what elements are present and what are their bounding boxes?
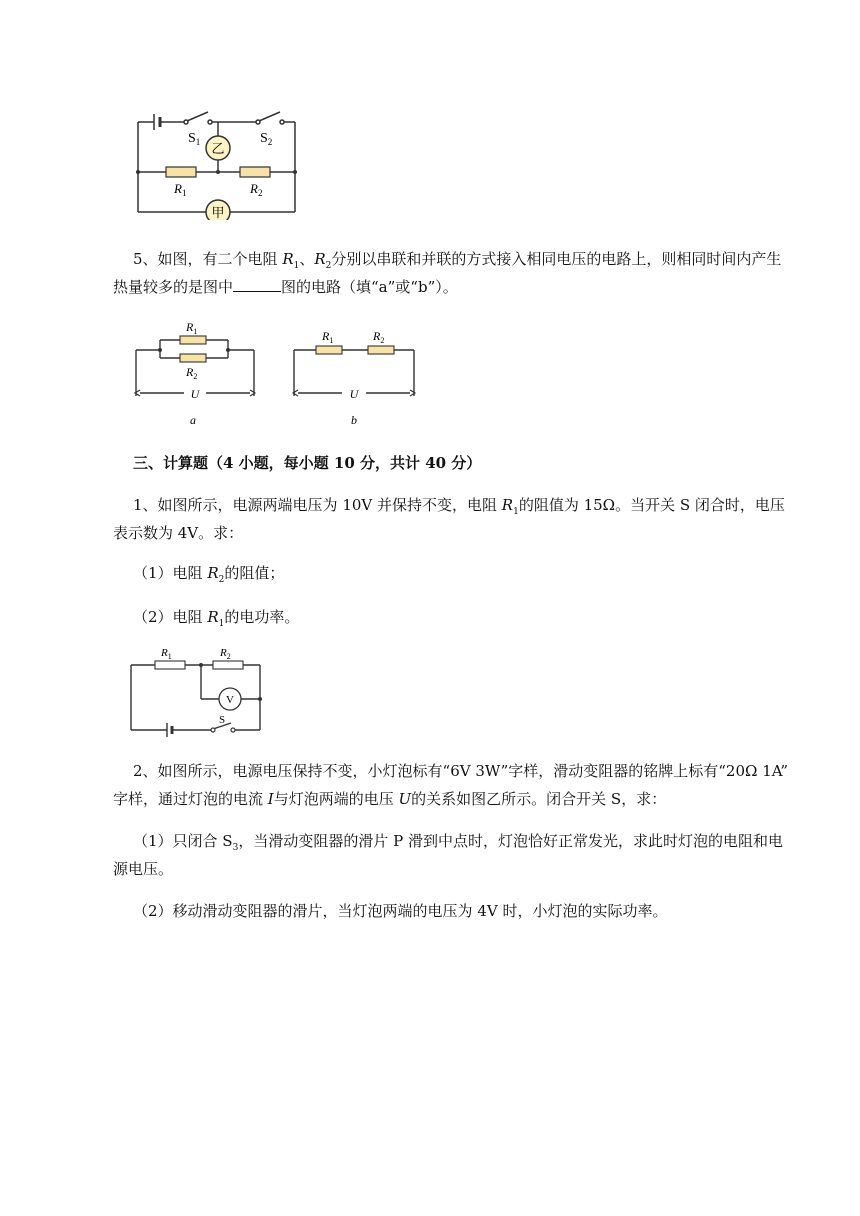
calc-question-1-part1: （1）电阻 $R_2$的阻值； bbox=[133, 564, 285, 585]
fig-a-r1-label: $R_1$ bbox=[186, 320, 198, 336]
fig-b-r2-label: $R_2$ bbox=[373, 329, 385, 345]
calc-question-1-line2: 表示数为 4V。求： bbox=[113, 524, 244, 542]
fig-c1-r1-label: $R_1$ bbox=[161, 647, 172, 661]
resistor-b-r1-icon bbox=[316, 346, 342, 354]
circuit-figure-meters bbox=[130, 100, 305, 220]
resistor-a-r1-icon bbox=[180, 336, 206, 344]
calc-question-1-line1: 1、如图所示，电源两端电压为 10V 并保持不变，电阻 $R_1$的阻值为 15Ω。当开关 S 闭合时，电压 bbox=[133, 496, 785, 517]
calc-question-2-part1-line2: 源电压。 bbox=[113, 860, 174, 878]
calc-question-2-part2: （2）移动滑动变阻器的滑片，当灯泡两端的电压为 4V 时，小灯泡的实际功率。 bbox=[133, 902, 668, 920]
resistor-r1-label: $R_1$ bbox=[174, 181, 187, 198]
resistor-b-r2-icon bbox=[368, 346, 394, 354]
switch-s2-label: $S_2$ bbox=[260, 131, 273, 147]
section-title: 三、计算题（4 小题，每小题 10 分，共计 40 分） bbox=[133, 454, 482, 472]
fig-c1-r2-label: $R_2$ bbox=[220, 647, 231, 661]
resistor-r2-icon bbox=[240, 167, 270, 177]
fig-a-u-label: U bbox=[190, 387, 200, 401]
calc-question-2-line1: 2、如图所示，电源电压保持不变，小灯泡标有“6V 3W”字样，滑动变阻器的铭牌上标有“20Ω 1A” bbox=[133, 762, 789, 780]
resistor-r1-icon bbox=[166, 167, 196, 177]
fig-a-r2-label: $R_2$ bbox=[186, 365, 198, 381]
calc-question-2-part1-line1: （1）只闭合 $S_3$，当滑动变阻器的滑片 P 滑到中点时，灯泡恰好正常发光，求此时灯泡的电阻和电 bbox=[133, 832, 783, 853]
circuit-figure-a-b bbox=[130, 318, 430, 433]
switch-s1-label: $S_1$ bbox=[188, 131, 201, 147]
resistor-r2-label: $R_2$ bbox=[250, 181, 263, 198]
meter-yi-label: 乙 bbox=[211, 141, 225, 156]
voltmeter-label: V bbox=[226, 694, 234, 706]
fig-a-caption: a bbox=[190, 413, 196, 427]
calc-question-1-part2: （2）电阻 $R_1$的电功率。 bbox=[133, 608, 300, 629]
meter-jia-label: 甲 bbox=[211, 205, 225, 220]
calc-question-2-line2: 字样，通过灯泡的电流 I与灯泡两端的电压 U的关系如图乙所示。闭合开关 S，求： bbox=[113, 790, 667, 808]
question-5-line2: 热量较多的是图中 图的电路（填“a”或“b”）。 bbox=[113, 278, 458, 296]
answer-blank bbox=[233, 277, 281, 292]
fig-b-caption: b bbox=[351, 413, 357, 427]
resistor-r2-icon bbox=[213, 661, 243, 669]
fig-b-u-label: U bbox=[349, 387, 359, 401]
resistor-a-r2-icon bbox=[180, 354, 206, 362]
switch-s-label: S bbox=[219, 714, 226, 726]
question-5-line1: 5、如图，有二个电阻 $R_1$、$R_2$分别以串联和并联的方式接入相同电压的电路上，则相同时间内产生 bbox=[133, 250, 782, 271]
fig-b-r1-label: $R_1$ bbox=[322, 329, 334, 345]
resistor-r1-icon bbox=[155, 661, 185, 669]
circuit-figure-voltmeter bbox=[125, 643, 270, 738]
